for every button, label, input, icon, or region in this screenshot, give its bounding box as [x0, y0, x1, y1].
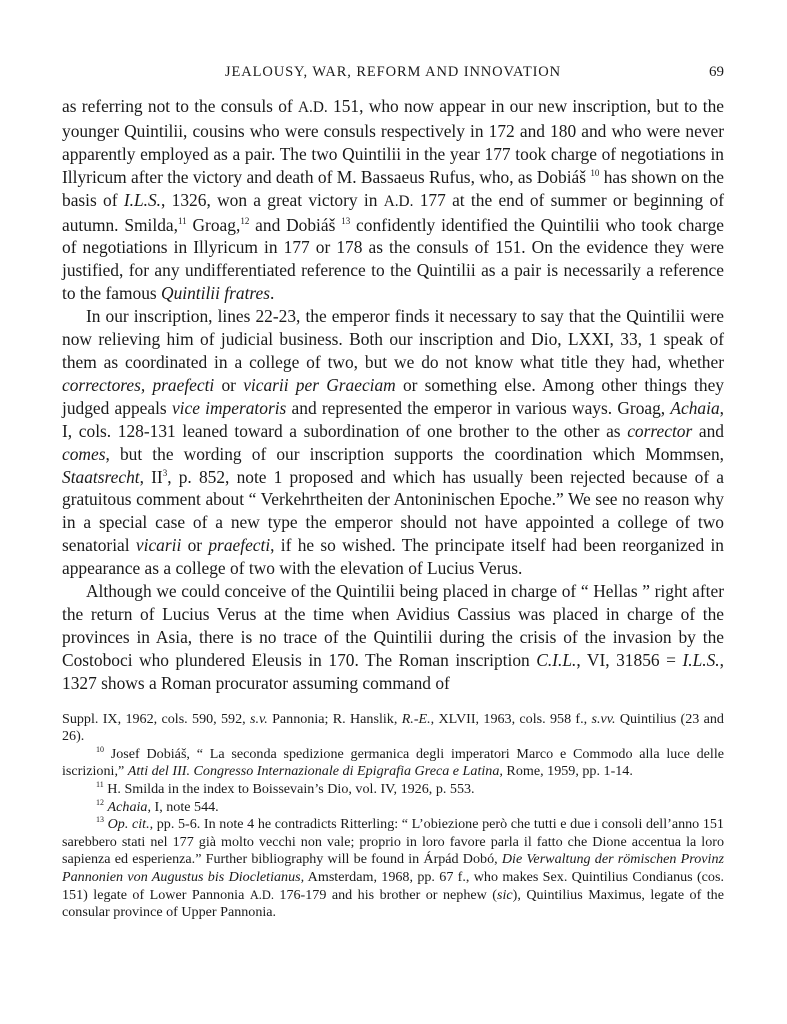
footnote-12: $^{12}$ Achaia, I, note 544. [96, 797, 219, 815]
running-header [62, 60, 724, 86]
paragraph-1: as referring not to the consuls of A.D. 151, who now appear in our new inscription, but to the younger Quintilii, cousins who were consuls respectively in 172 and 180 and who were never apparently employed as a pair. The two Quintilii in the year 177 took charge of negotiations in Illyricum after the victory and death of M. Bassaeus Rufus, who, as Dobiáš $^{10}$ has shown on the basis of I.L.S., 1326, won a great victory in A.D. 177 at the end of summer or beginning of autumn. Smilda,$^{11}$ Groag,$^{12}$ and Dobiáš $^{13}$ confidently identified the Quintilii who took charge of negotiations in Illyricum in 177 or 178 as the consuls of 151. On the evidence they were justified, for any undifferentiated reference to the Quintilii as a pair is necessarily a reference to the famous Quintilii fratres. [62, 96, 725, 304]
paragraph-3: Although we could conceive of the Quintilii being placed in charge of “ Hellas ” right after the return of Lucius Verus at the time when Avidius Cassius was placed in charge of the provinces in Asia, there is no trace of the Quintilii during the crisis of the invasion by the Costoboci who plundered Eleusis in 170. The Roman inscription C.I.L., VI, 31856 = I.L.S., 1327 shows a Roman procurator assuming command of [62, 581, 724, 693]
page [62, 60, 724, 922]
footnote-ref-11: 11 [177, 215, 187, 226]
paragraph-2: In our inscription, lines 22-23, the emperor finds it necessary to say that the Quintilii were now relieving him of judicial business. Both our inscription and Dio, LXXI, 33, 1 speak of them as coordinated in a college of two, but we do not know what title they had, whether correctores, praefecti or vicarii per Graeciam or something else. Among other things they judged appeals vice imperatoris and represented the emperor in various ways. Groag, Achaia, I, cols. 128-131 leaned toward a subordination of one brother to the other as corrector and comes, but the wording of our inscription supports the coordination which Mommsen, Staatsrecht, $II^3$, p. 852, note 1 proposed and which has usually been rejected because of a gratuitous comment about “ Verkehrtheiten der Antoninischen Epoche.” We see no reason why in a special case of a new type the emperor should not have appointed a college of two senatorial vicarii or praefecti, if he so wished. The principate itself had been reorganized in appearance as a college of two with the elevation of Lucius Verus. [62, 306, 724, 579]
footnote-11: $^{11}$ H. Smilda in the index to Boissevain’s Dio, vol. IV, 1926, p. 553. [96, 779, 475, 797]
footnote-ref-13: 13 [341, 215, 351, 226]
footnote-13: $^{13}$ Op. cit., pp. 5-6. In note 4 he contradicts Ritterling: “ L’obiezione però che tutti e due i consoli dell’anno 151 sarebbero stati nel 177 già molto vecchi non vale; proprio in loro favore parla il fatto che Dione accentua la loro sapienza ed esperienza.” Further bibliography will be found in Árpád Dobó, Die Verwaltung der römischen Provinz Pannonien von Augustus bis Diocletianus, Amsterdam, 1968, pp. 67 f., who makes Sex. Quintilius Condianus (cos. 151) legate of Lower Pannonia A.D. 176-179 and his brother or nephew (sic), Quintilius Maximus, legate of the consular province of Upper Pannonia. [62, 815, 724, 921]
footnote-continuation: Suppl. IX, 1962, cols. 590, 592, s.v. Pannonia; R. Hanslik, R.-E., XLVII, 1963, cols. 958 f., s.vv. Quintilius (23 and 26). [62, 710, 724, 745]
edition-superscript: 3 [162, 467, 168, 478]
main-text [62, 95, 724, 695]
footnote-10: $^{10}$ Josef Dobiáš, “ La seconda spedizione germanica degli imperatori Marco e Commodo alla luce delle iscrizioni,” Atti del III. Congresso Internazionale di Epigrafia Greca e Latina, Rome, 1959, pp. 1-14. [62, 744, 724, 780]
page-number: 69 [709, 64, 724, 80]
footnote-ref-10: 10 [590, 167, 600, 178]
footnotes [62, 711, 724, 922]
footnote-ref-12: 12 [240, 215, 250, 226]
running-title: JEALOUSY, WAR, REFORM AND INNOVATION [224, 64, 562, 80]
